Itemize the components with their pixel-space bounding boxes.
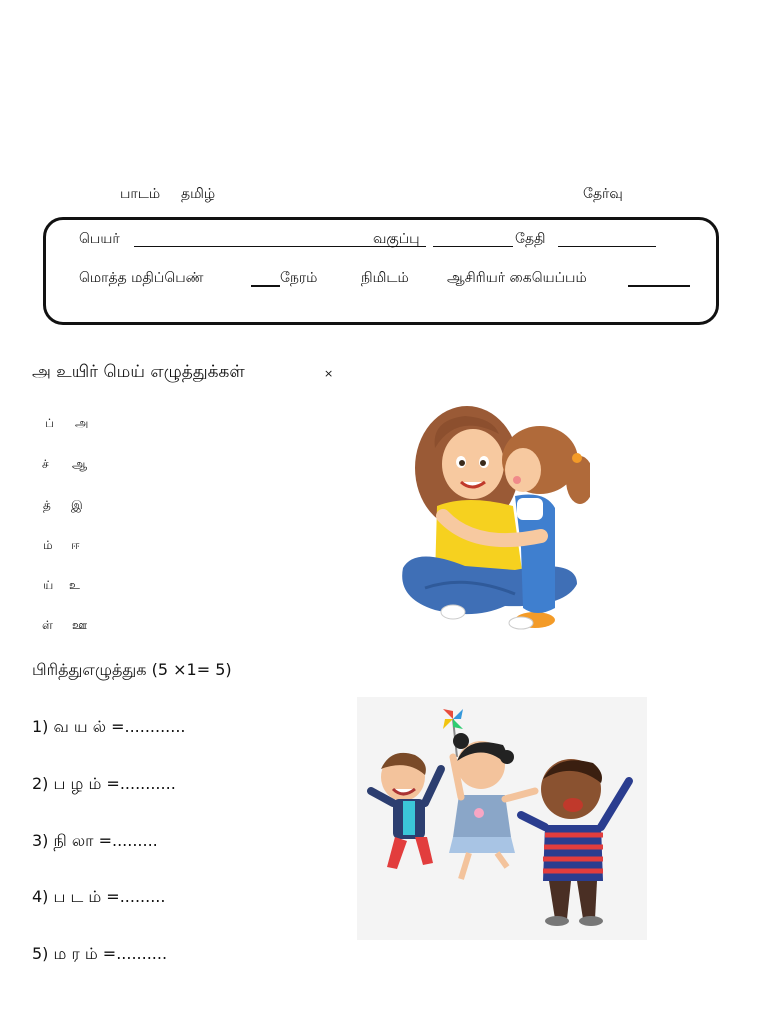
vowel-6: ஊ: [72, 618, 88, 632]
vowel-2: ஆ: [72, 457, 88, 471]
teacher-sign-label: ஆசிரியர் கையெப்பம்: [447, 270, 587, 286]
vowel-4: ஈ: [71, 538, 80, 552]
teacher-sign-field-line[interactable]: [628, 285, 690, 287]
section-b-title: பிரித்துஎழுத்துக (5 ×1= 5): [32, 660, 232, 679]
class-label: வகுப்பு: [373, 231, 420, 247]
class-field-line[interactable]: [433, 246, 513, 247]
exam-label: தேர்வு: [583, 186, 623, 202]
question-1: 1) வ ய ல் =............: [32, 717, 186, 736]
vowel-1: அ: [75, 416, 89, 430]
three-kids-illustration: [357, 697, 647, 940]
consonant-2: ச்: [42, 457, 49, 471]
name-label: பெயர்: [79, 231, 120, 247]
subject-label: பாடம்: [120, 186, 161, 202]
minutes-label: நிமிடம்: [361, 270, 409, 286]
vowel-5: உ: [69, 578, 80, 592]
section-a-mark: ×: [324, 367, 334, 380]
section-a-title: அ உயிர் மெய் எழுத்துக்கள்: [32, 362, 245, 382]
consonant-6: ள்: [42, 618, 53, 632]
question-4: 4) ப ட ம் =.........: [32, 887, 166, 906]
mother-daughter-illustration: [395, 398, 590, 643]
subject-value: தமிழ்: [181, 186, 216, 202]
consonant-1: ப்: [45, 416, 54, 430]
question-5: 5) ம ர ம் =..........: [32, 944, 168, 963]
date-field-line[interactable]: [558, 246, 656, 247]
question-3: 3) நி லா =.........: [32, 831, 158, 850]
total-marks-label: மொத்த மதிப்பெண்: [79, 270, 204, 286]
consonant-3: த்: [43, 498, 51, 512]
consonant-4: ம்: [43, 538, 53, 552]
question-2: 2) ப ழ ம் =...........: [32, 774, 176, 793]
total-marks-field-line[interactable]: [251, 285, 280, 287]
vowel-3: இ: [71, 498, 83, 512]
date-label: தேதி: [515, 231, 546, 247]
time-label: நேரம்: [280, 270, 318, 286]
consonant-5: ய்: [43, 578, 54, 592]
